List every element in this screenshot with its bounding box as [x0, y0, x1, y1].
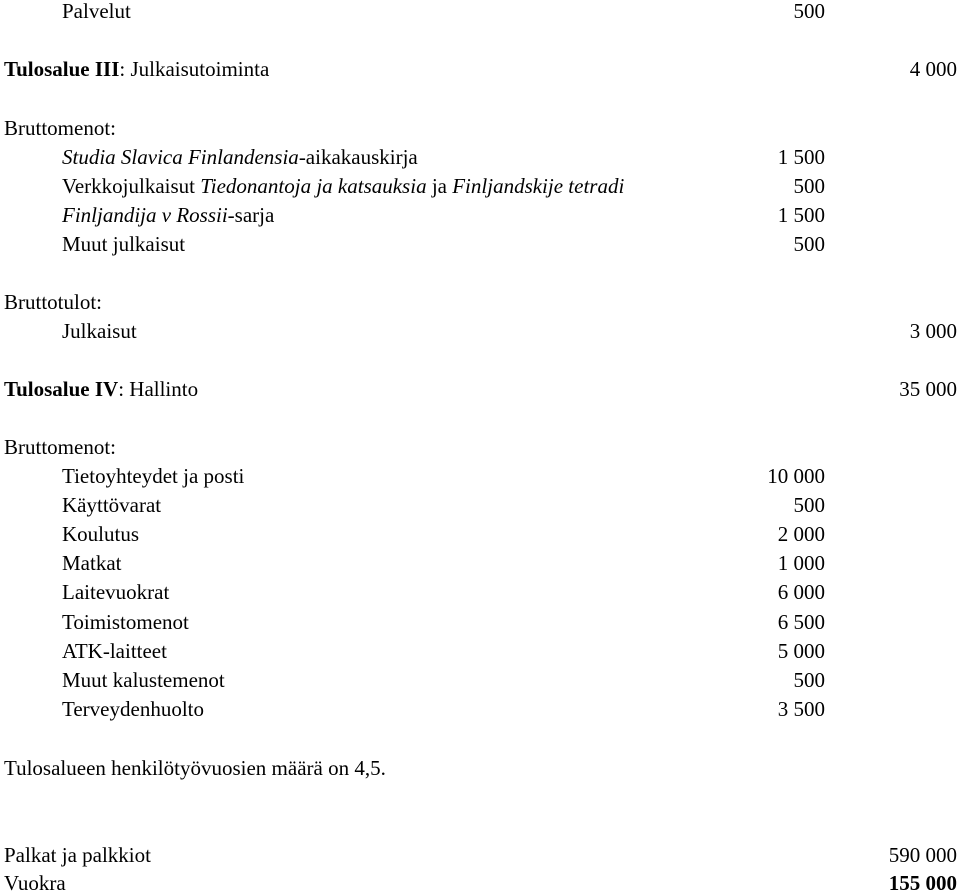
section3-expenses-label: Bruttomenot: — [4, 116, 116, 140]
palvelut-amount: 500 — [793, 0, 825, 23]
expense-amount: 500 — [793, 174, 825, 198]
section3-total: 4 000 — [909, 57, 957, 81]
expense-item — [62, 176, 624, 197]
section3-heading-rest: : Julkaisutoiminta — [119, 57, 270, 81]
expense-title-italic: Finljandskije tetradi — [452, 174, 625, 198]
expense-title-italic: Tiedonantoja ja katsauksia — [200, 174, 427, 198]
expense-item: Toimistomenot — [62, 610, 189, 634]
expense-item: ATK-laitteet — [62, 639, 167, 663]
section4-heading — [4, 379, 198, 400]
section3-income-label: Bruttotulot: — [4, 290, 103, 314]
rent-label: Vuokra — [4, 871, 66, 895]
expense-amount: 500 — [793, 232, 825, 256]
section3-heading — [4, 59, 269, 80]
expense-amount: 2 000 — [777, 522, 825, 546]
expense-amount: 5 000 — [777, 639, 825, 663]
income-amount: 3 000 — [909, 319, 957, 343]
expense-title-rest: -aikakauskirja — [298, 145, 418, 169]
expense-title-italic: Finljandija v Rossii — [62, 203, 228, 227]
expense-item — [62, 147, 418, 168]
section4-expenses-label: Bruttomenot: — [4, 435, 116, 459]
expense-title-rest: -sarja — [227, 203, 275, 227]
salaries-label: Palkat ja palkkiot — [4, 843, 151, 867]
expense-title-mid: ja — [426, 174, 453, 198]
staff-note: Tulosalueen henkilötyövuosien määrä on 4,5. — [4, 756, 386, 780]
rent-amount: 155 000 — [888, 871, 957, 895]
expense-item: Matkat — [62, 551, 122, 575]
expense-amount: 500 — [793, 668, 825, 692]
expense-item: Koulutus — [62, 522, 140, 546]
section4-heading-bold: Tulosalue IV — [4, 377, 119, 401]
expense-item: Muut kalustemenot — [62, 668, 225, 692]
expense-item: Laitevuokrat — [62, 580, 170, 604]
expense-amount: 10 000 — [767, 464, 825, 488]
section4-total: 35 000 — [899, 377, 957, 401]
expense-amount: 1 500 — [777, 203, 825, 227]
section3-heading-bold: Tulosalue III — [4, 57, 120, 81]
expense-amount: 1 000 — [777, 551, 825, 575]
expense-item: Muut julkaisut — [62, 232, 186, 256]
section4-heading-rest: : Hallinto — [118, 377, 199, 401]
palvelut-label: Palvelut — [62, 0, 131, 23]
expense-amount: 3 500 — [777, 697, 825, 721]
expense-item: Käyttövarat — [62, 493, 162, 517]
expense-amount: 6 000 — [777, 580, 825, 604]
expense-amount: 6 500 — [777, 610, 825, 634]
expense-item — [62, 205, 274, 226]
expense-title-italic: Studia Slavica Finlandensia — [62, 145, 299, 169]
expense-title-pre: Verkkojulkaisut — [62, 174, 201, 198]
expense-amount: 500 — [793, 493, 825, 517]
income-item: Julkaisut — [62, 319, 137, 343]
expense-item: Terveydenhuolto — [62, 697, 204, 721]
expense-item: Tietoyhteydet ja posti — [62, 464, 245, 488]
salaries-amount: 590 000 — [888, 843, 957, 867]
expense-amount: 1 500 — [777, 145, 825, 169]
